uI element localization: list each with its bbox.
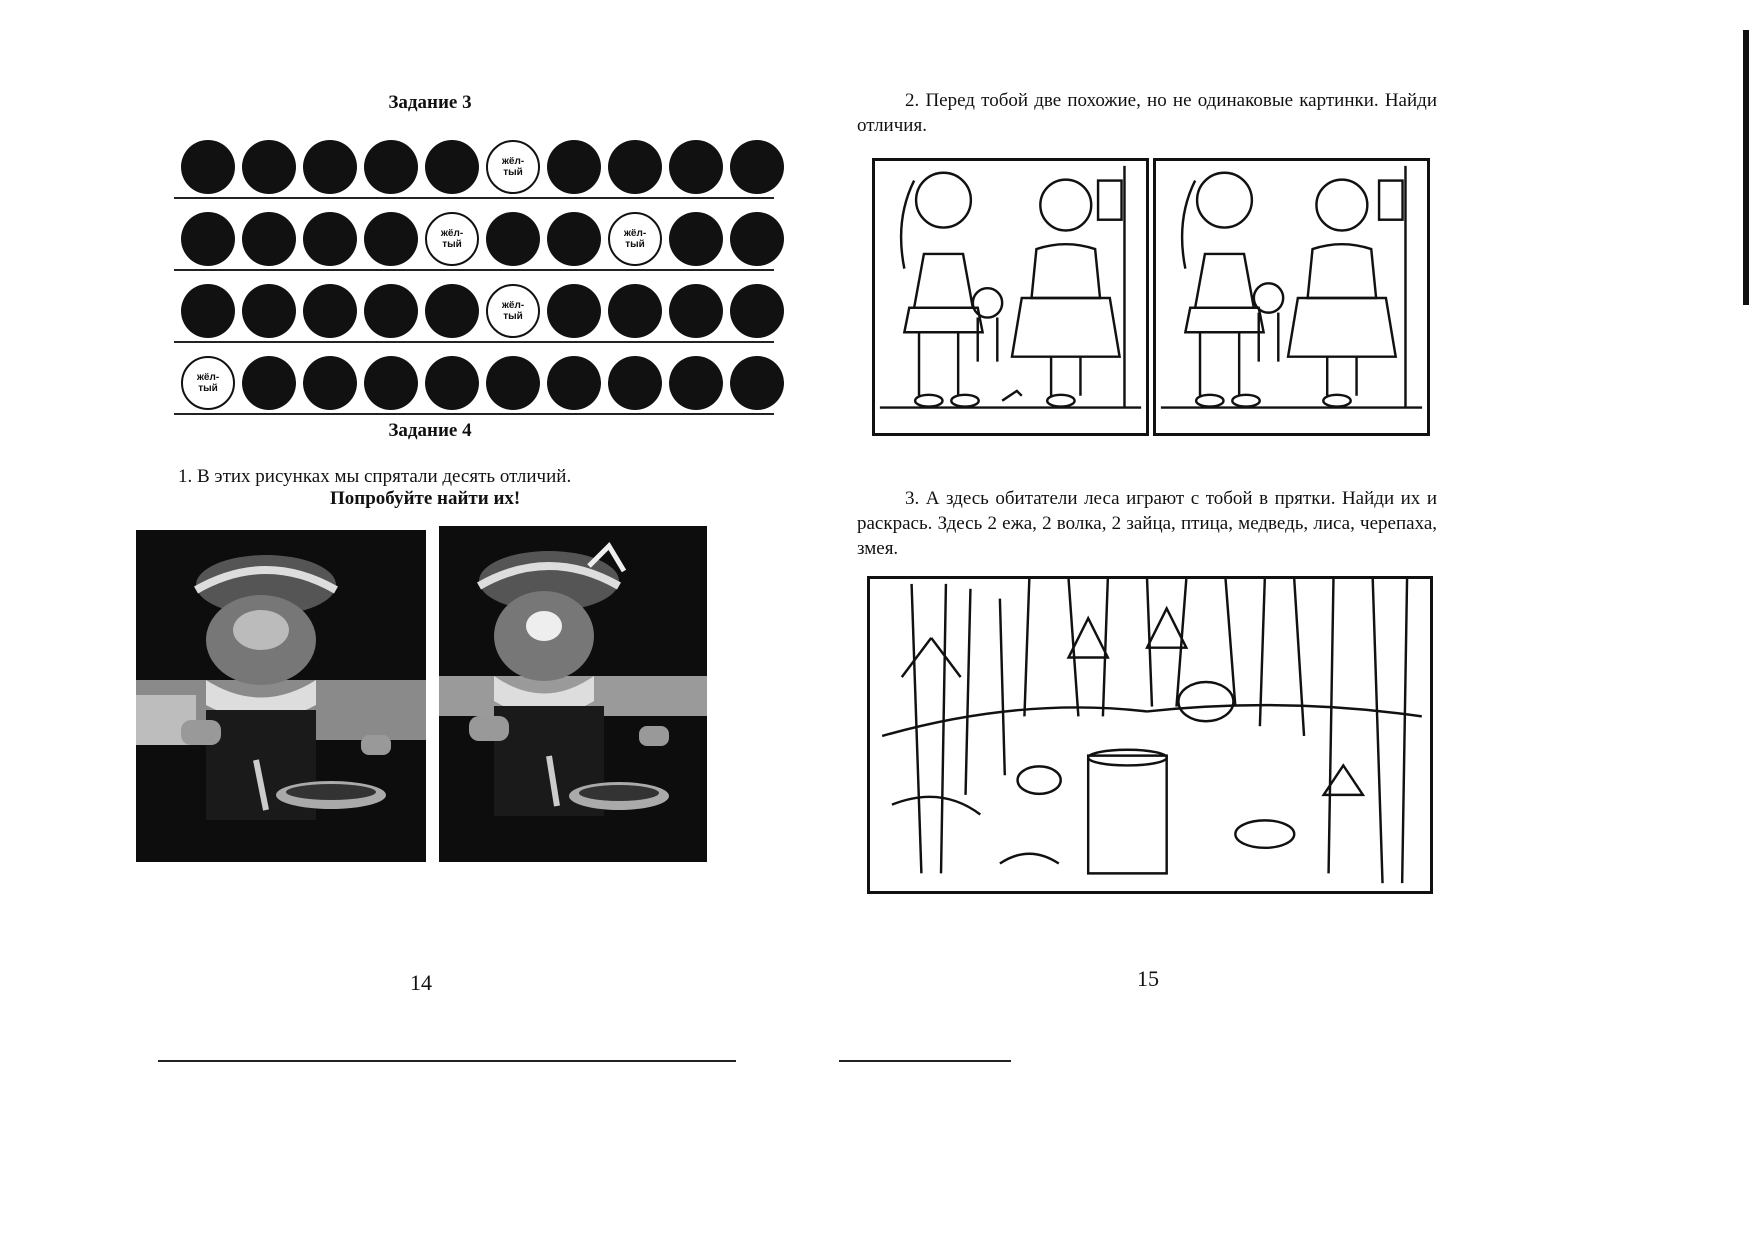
dark-circle [242,140,296,194]
dark-circle [730,284,784,338]
dark-circle [669,212,723,266]
girls-line-art-icon [1156,161,1427,433]
yellow-circle: жёл- тый [425,212,479,266]
dark-circle [669,140,723,194]
circle-row [174,284,774,356]
dark-circle [303,140,357,194]
dark-circle [364,284,418,338]
girls-line-art-icon [875,161,1146,433]
task4-item1-bold: Попробуйте найти их! [330,488,521,509]
dark-circle [364,356,418,410]
item2-text: 2. Перед тобой две похожие, но не одинаковые картинки. Найди отличия. [857,90,1437,136]
circle-row [174,140,774,212]
dark-circle [730,356,784,410]
dark-circle [425,140,479,194]
dark-circle [730,212,784,266]
dark-circle [242,212,296,266]
dark-circle [608,356,662,410]
task3-title: Задание 3 [388,92,472,113]
dark-circle [364,140,418,194]
circle-row [174,212,774,284]
dark-circle [730,140,784,194]
forest-picture [867,576,1433,894]
dark-circle [303,212,357,266]
clown-photo-right [439,526,707,862]
page-number: 15 [1137,966,1159,991]
dark-circle [242,356,296,410]
clown-figure-icon [136,530,426,862]
yellow-circle: жёл- тый [181,356,235,410]
margin-bar [1743,30,1749,305]
dark-circle [364,212,418,266]
clown-figure-icon [439,526,707,862]
dark-circle [669,356,723,410]
dark-circle [608,284,662,338]
dark-circle [547,212,601,266]
dark-circle [242,284,296,338]
dark-circle [669,284,723,338]
dark-circle [547,284,601,338]
footer-rule [158,1060,736,1062]
footer-rule [839,1060,1011,1062]
dark-circle [547,140,601,194]
girls-picture-right [1153,158,1430,436]
page-number: 14 [410,970,432,995]
right-page [857,0,1754,1241]
task4-item1: 1. В этих рисунках мы спрятали десять отличий. [178,466,572,487]
yellow-circle: жёл- тый [608,212,662,266]
circle-grid [174,140,774,428]
forest-line-art-icon [870,579,1430,891]
dark-circle [486,212,540,266]
item3-text: 3. А здесь обитатели леса играют с тобой в прятки. Найди их и раскрась. Здесь 2 ежа, 2 волка, 2 зайца, птица, медведь, лиса, черепаха, змея. [857,488,1437,559]
task4-title: Задание 4 [388,420,472,441]
dark-circle [303,284,357,338]
dark-circle [425,356,479,410]
dark-circle [181,212,235,266]
dark-circle [486,356,540,410]
dark-circle [547,356,601,410]
dark-circle [303,356,357,410]
girls-picture-left [872,158,1149,436]
circle-row [174,356,774,428]
dark-circle [181,284,235,338]
dark-circle [181,140,235,194]
dark-circle [608,140,662,194]
yellow-circle: жёл- тый [486,140,540,194]
yellow-circle: жёл- тый [486,284,540,338]
dark-circle [425,284,479,338]
clown-photo-left [136,530,426,862]
